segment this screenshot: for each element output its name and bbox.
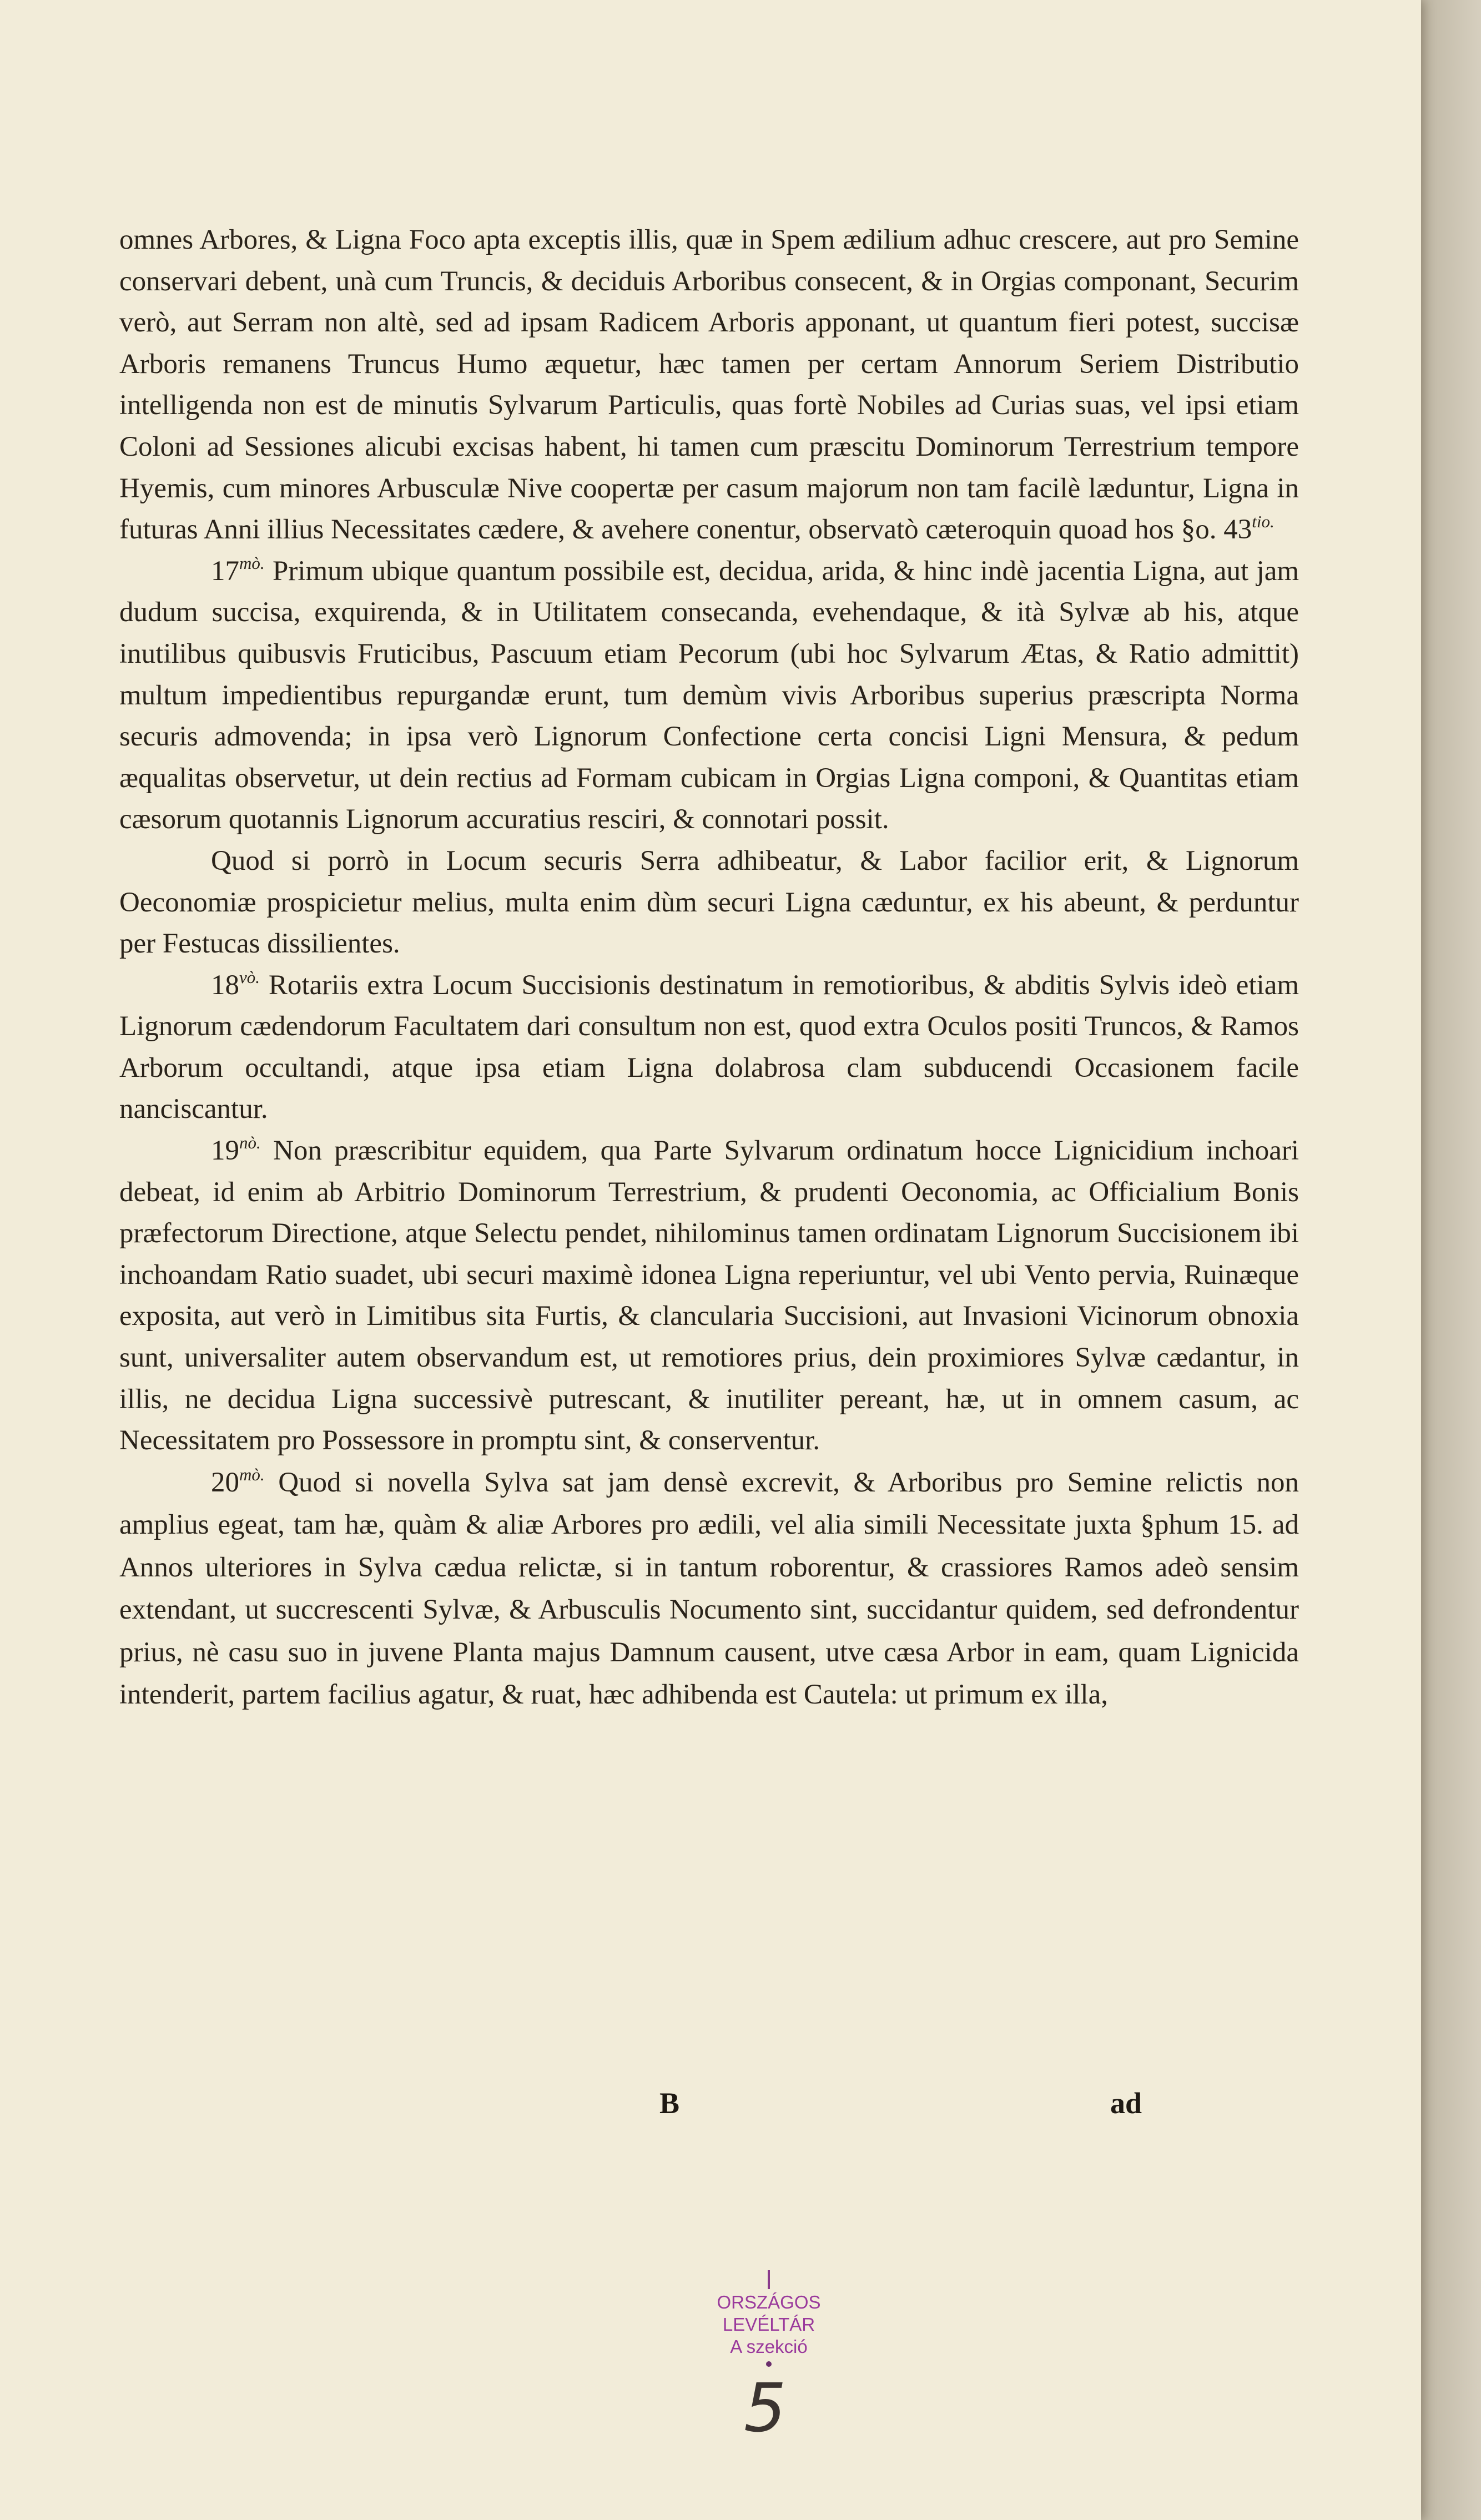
stamp-line-2: A szekció [730, 2336, 808, 2357]
section-number: 17 [211, 555, 239, 587]
section-ordinal-suffix: vò. [239, 967, 260, 987]
body-text [119, 219, 1299, 1716]
catchword: ad [1110, 2086, 1142, 2120]
stamp-tick-mark [768, 2270, 770, 2289]
page-edge-shadow [1421, 0, 1481, 2520]
paragraph-text: Quod si porrò in Locum securis Serra adhibeatur, & Labor facilior erit, & Lignorum Oeconomiæ prospicietur melius, multa enim dùm securi Ligna cæduntur, ex his abeunt, & perduntur per Festucas dissilientes. [119, 845, 1299, 960]
section-ordinal-suffix: tio. [1252, 512, 1275, 532]
handwritten-page-number: 5 [744, 2370, 787, 2447]
signature-mark: B [659, 2086, 680, 2120]
section-number: 19 [211, 1135, 239, 1167]
paragraph-continuation [119, 219, 1299, 551]
section-ordinal-suffix: mò. [239, 1464, 265, 1484]
paragraph-text: Quod si novella Sylva sat jam densè excrevit, & Arboribus pro Semine relictis non amplius egeat, tam hæ, quàm & aliæ Arbores pro ædili, vel alia simili Necessitate juxta §phum 15. ad Annos ulteriores in Sylva cædua relictæ, si in tantum roborentur, & crassiores Ramos adeò sensim extendant, ut succrescenti Sylvæ, & Arbusculis Nocumento sint, succidantur quidem, sed defrondentur prius, nè casu suo in juvene Planta majus Damnum causent, utve cæsa Arbor in eam, quam Lignicida intenderit, partem facilius agatur, & ruat, hæc adhibenda est Cautela: ut primum ex illa, [119, 1466, 1299, 1711]
paragraph-text: Non præscribitur equidem, qua Parte Sylvarum ordinatum hocce Lignicidium inchoari debeat, id enim ab Arbitrio Dominorum Terrestrium, & prudenti Oeconomia, ac Officialium Bonis præfectorum Directione, atque Selectu pendet, nihilominus tamen ordinatam Lignorum Succisionem ibi inchoandam Ratio suadet, ubi securi maximè idonea Ligna reperiuntur, vel ubi Vento pervia, Ruinæque exposita, aut verò in Limitibus sita Furtis, & clancularia Succisioni, aut Invasioni Vicinorum obnoxia sunt, universaliter autem observandum est, ut remotiores prius, dein proximiores Sylvæ cædantur, in illis, ne decidua Ligna successivè putrescant, & inutiliter pereant, hæ, ut in omnem casum, ac Necessitatem pro Possessore in promptu sint, & conserventur. [119, 1135, 1299, 1456]
section-number: 18 [211, 969, 239, 1001]
stamp-line-1: ORSZÁGOS LEVÉLTÁR [717, 2292, 821, 2335]
section-number: 20 [211, 1466, 239, 1498]
stamp-dot [766, 2361, 772, 2367]
paragraph-section-17 [119, 551, 1299, 840]
section-ordinal-suffix: mò. [239, 553, 265, 573]
paragraph-text: Rotariis extra Locum Succisionis destinatum in remotioribus, & abditis Sylvis ideò etiam Lignorum cædendorum Facultatem dari consultum non est, quod extra Oculos positi Truncos, & Ramos Arborum occultandi, atque ipsa etiam Ligna dolabrosa clam subducendi Occasionem facile nanciscantur. [119, 969, 1299, 1125]
paragraph-section-19 [119, 1130, 1299, 1461]
paragraph-text: omnes Arbores, & Ligna Foco apta exceptis illis, quæ in Spem ædilium adhuc crescere, aut pro Semine conservari debent, unà cum Truncis, & deciduis Arboribus consecent, & in Orgias componant, Securim verò, aut Serram non altè, sed ad ipsam Radicem Arboris apponant, ut quantum fieri potest, succisæ Arboris remanens Truncus Humo æquetur, hæc tamen per certam Annorum Seriem Distributio intelligenda non est de minutis Sylvarum Particulis, quas fortè Nobiles ad Curias suas, vel ipsi etiam Coloni ad Sessiones alicubi excisas habent, hi tamen cum præscitu Dominorum Terrestrium tempore Hyemis, cum minores Arbusculæ Nive coopertæ per casum majorum non tam facilè læduntur, Ligna in futuras Anni illius Necessitates cædere, & avehere conentur, observatò cæteroquin quoad hos §o. 43 [119, 224, 1299, 546]
section-ordinal-suffix: nò. [239, 1133, 261, 1153]
archive-stamp [669, 2270, 869, 2367]
paragraph-section-20 [119, 1461, 1299, 1716]
paragraph-saw-note [119, 840, 1299, 965]
paragraph-text: Primum ubique quantum possibile est, decidua, arida, & hinc indè jacentia Ligna, aut jam dudum succisa, exquirenda, & in Utilitatem consecanda, evehendaque, & ità Sylvæ ab his, atque inutilibus quibusvis Fruticibus, Pascuum etiam Pecorum (ubi hoc Sylvarum Ætas, & Ratio admittit) multum impedientibus repurgandæ erunt, tum demùm vivis Arboribus superius præscripta Norma securis admovenda; in ipsa verò Lignorum Confectione certa concisi Ligni Mensura, & pedum æqualitas observetur, ut dein rectius ad Formam cubicam in Orgias Ligna componi, & Quantitas etiam cæsorum quotannis Lignorum accuratius resciri, & connotari possit. [119, 555, 1299, 835]
paragraph-section-18 [119, 965, 1299, 1130]
